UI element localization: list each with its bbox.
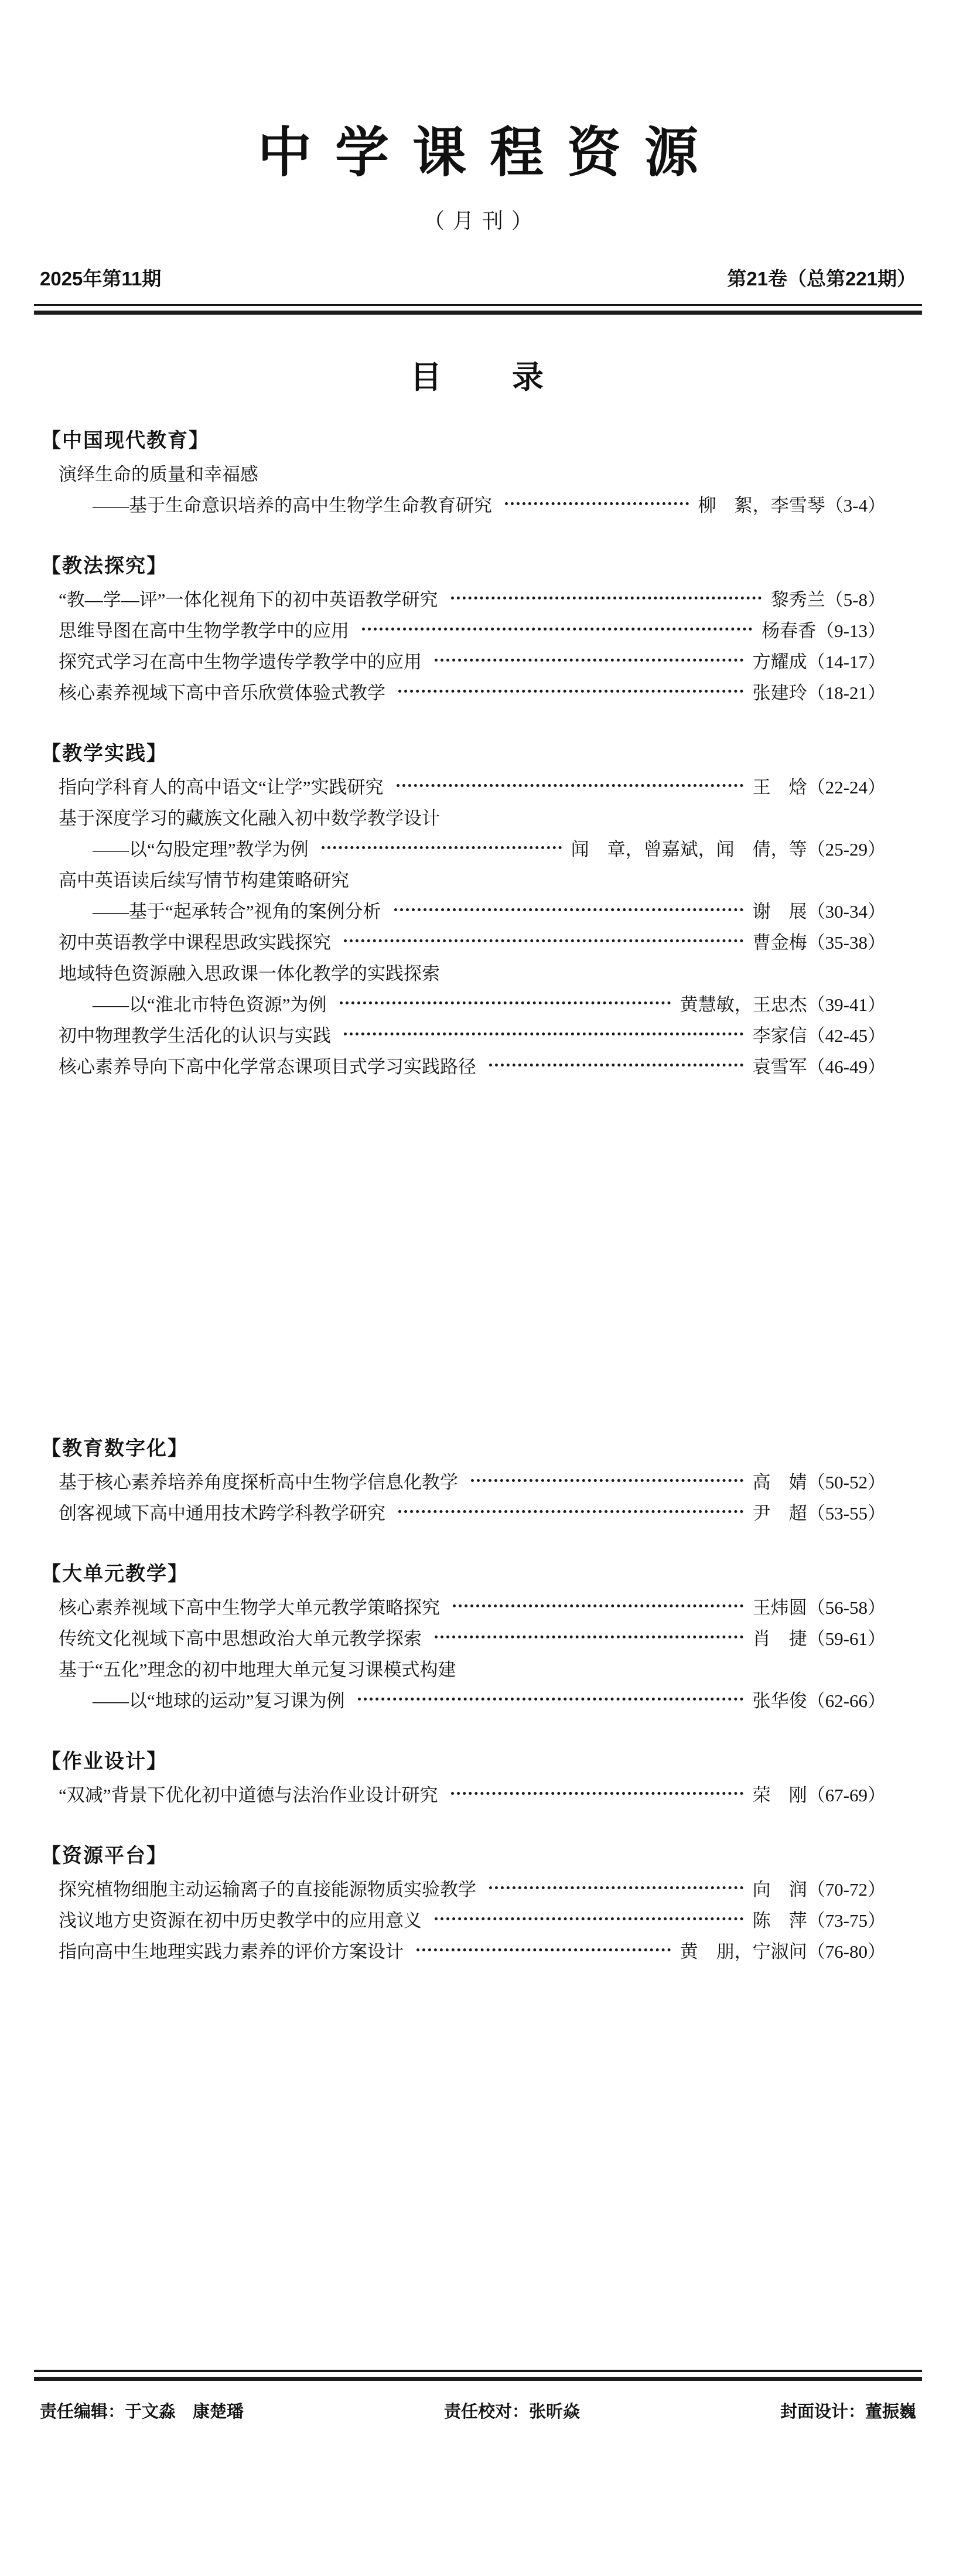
entry-authors: 尹 超 [752,1502,807,1524]
entry-title: “双减”背景下优化初中道德与法治作业设计研究 [59,1784,438,1805]
entry-pages: （70-72） [807,1879,886,1900]
header-rule-thin [34,304,922,306]
dot-leader [453,1604,743,1607]
toc-entry [41,488,886,519]
entry-title: 基于核心素养培养角度探析高中生物学信息化教学 [59,1471,458,1493]
toc-entry [41,1018,886,1050]
toc-section [41,737,886,1081]
toc-entry [41,1496,886,1527]
entry-title: “教—学—评”一体化视角下的初中英语教学研究 [59,589,438,610]
entry-pages: （39-41） [807,994,886,1015]
entry-authors: 谢 展 [752,901,807,922]
entry-title: 传统文化视域下高中思想政治大单元教学探索 [59,1628,422,1649]
entry-authors: 陈 萍 [752,1910,807,1931]
volume-number: 第21卷（总第221期） [727,267,916,289]
entry-authors: 杨春香 [762,620,817,641]
entry-pages: （22-24） [807,776,886,798]
proofreader-credit: 责任校对：张昕焱 [443,2402,580,2421]
entry-authors: 黎秀兰 [770,589,825,610]
section-heading: 【大单元教学】 [41,1562,189,1585]
entry-authors: 王 焓 [752,776,807,798]
entry-authors: 方耀成 [752,651,807,672]
entry-authors: 向 润 [752,1879,807,1900]
toc-entry [41,1684,886,1715]
journal-title: 中学课程资源 [257,121,722,184]
header-rule-thick [34,311,922,315]
entry-title: 探究式学习在高中生物学遗传学教学中的应用 [59,651,422,672]
entry-authors: 王炜圆 [752,1597,807,1618]
entry-title: 演绎生命的质量和幸福感 [59,464,258,485]
entry-authors: 黄 朋，宁淑问 [680,1941,807,1962]
toc-entry-titleline [41,863,886,894]
entry-subtitle: ——基于生命意识培养的高中生物学生命教育研究 [93,495,492,516]
toc-list [41,424,886,1965]
entry-title: 初中物理教学生活化的认识与实践 [59,1025,331,1046]
dot-leader [451,1792,743,1795]
masthead [0,0,956,234]
dot-leader [394,908,743,911]
entry-pages: （67-69） [807,1784,886,1805]
toc-section [41,1432,886,1527]
entry-pages: （25-29） [807,839,886,860]
dot-leader [344,1033,743,1035]
toc-entry [41,925,886,956]
section-heading: 【教学实践】 [41,742,168,765]
entry-subtitle: ——基于“起承转合”视角的案例分析 [93,901,381,922]
entry-pages: （46-49） [807,1056,886,1077]
entry-title: 高中英语读后续写情节构建策略研究 [59,870,349,891]
toc-entry [41,832,886,863]
toc-section [41,1745,886,1809]
toc-entry [41,1872,886,1903]
section-heading: 【作业设计】 [41,1750,168,1773]
entry-authors: 高 婧 [752,1471,807,1493]
section-heading: 【资源平台】 [41,1844,168,1867]
editor-credit: 责任编辑：于文淼 康楚璠 [40,2402,244,2421]
footer-rule-thin [34,2370,922,2372]
entry-authors: 闻 章，曾嘉斌，闻 倩，等 [571,839,807,860]
footer-rule-thick [34,2377,922,2381]
entry-title: 核心素养视域下高中生物学大单元教学策略探究 [59,1597,440,1618]
entry-pages: （18-21） [807,682,886,703]
toc-entry [41,1590,886,1621]
dot-leader [322,846,562,849]
entry-authors: 曹金梅 [752,932,807,953]
toc-entry [41,1778,886,1809]
toc-section [41,1839,886,1965]
toc-entry [41,1465,886,1496]
toc-entry [41,614,886,645]
entry-subtitle: ——以“勾股定理”教学为例 [93,839,309,860]
entry-title: 指向学科育人的高中语文“让学”实践研究 [59,776,384,798]
entry-pages: （73-75） [807,1910,886,1931]
footer-divider [34,2370,922,2381]
dot-leader [344,939,743,942]
entry-pages: （62-66） [807,1690,886,1711]
entry-pages: （53-55） [807,1502,886,1524]
dot-leader [451,597,762,599]
entry-pages: （76-80） [807,1941,886,1962]
entry-pages: （35-38） [807,932,886,953]
entry-subtitle: ——以“淮北市特色资源”为例 [93,994,327,1015]
entry-pages: （3-4） [825,495,886,516]
issue-number: 2025年第11期 [40,267,162,289]
toc-entry [41,1903,886,1934]
dot-leader [489,1064,743,1066]
entry-pages: （5-8） [825,589,886,610]
toc-entry [41,645,886,676]
cover-design-credit: 封面设计：董振巍 [780,2402,916,2421]
dot-leader [340,1001,671,1004]
section-heading: 【教育数字化】 [41,1437,189,1460]
toc-entry-titleline [41,1652,886,1684]
entry-pages: （42-45） [807,1025,886,1046]
dot-leader [435,1917,743,1920]
toc-entry-titleline [41,801,886,832]
dot-leader [416,1948,671,1951]
entry-subtitle: ——以“地球的运动”复习课为例 [93,1690,345,1711]
entry-authors: 柳 絮，李雪琴 [698,495,825,516]
entry-authors: 荣 刚 [752,1784,807,1805]
entry-pages: （50-52） [807,1471,886,1493]
entry-authors: 袁雪军 [752,1056,807,1077]
dot-leader [398,1510,743,1513]
entry-pages: （56-58） [807,1597,886,1618]
entry-authors: 张建玲 [752,682,807,703]
entry-title: 指向高中生地理实践力素养的评价方案设计 [59,1941,404,1962]
footer-credits [34,2398,922,2422]
dot-leader [505,502,689,505]
entry-title: 核心素养视域下高中音乐欣赏体验式教学 [59,682,385,703]
dot-leader [362,628,752,631]
header-divider [34,304,922,315]
toc-entry [41,676,886,707]
section-heading: 【教法探究】 [41,554,168,577]
dot-leader [358,1698,743,1701]
entry-title: 初中英语教学中课程思政实践探究 [59,932,331,953]
toc-section [41,550,886,707]
issue-row [34,264,922,291]
toc-entry-titleline [41,457,886,488]
entry-title: 地域特色资源融入思政课一体化教学的实践探索 [59,963,440,984]
dot-leader [435,1635,743,1638]
entry-title: 思维导图在高中生物学教学中的应用 [59,620,349,641]
entry-title: 创客视域下高中通用技术跨学科教学研究 [59,1502,385,1524]
toc-entry-titleline [41,956,886,987]
dot-leader [398,690,743,693]
toc-entry [41,582,886,614]
toc-entry [41,1934,886,1965]
dot-leader [435,659,743,662]
entry-title: 探究植物细胞主动运输离子的直接能源物质实验教学 [59,1879,476,1900]
toc-entry [41,770,886,801]
entry-pages: （14-17） [807,651,886,672]
entry-pages: （59-61） [807,1628,886,1649]
entry-title: 浅议地方史资源在初中历史教学中的应用意义 [59,1910,422,1931]
toc-entry [41,1050,886,1081]
toc-title: 目 录 [410,359,546,395]
entry-authors: 肖 捷 [752,1628,807,1649]
toc-entry [41,894,886,925]
entry-title: 核心素养导向下高中化学常态课项目式学习实践路径 [59,1056,476,1077]
entry-title: 基于深度学习的藏族文化融入初中数学教学设计 [59,807,440,829]
dot-leader [397,784,743,787]
toc-entry [41,987,886,1018]
entry-authors: 黄慧敏，王忠杰 [680,994,807,1015]
toc-section [41,1558,886,1715]
dot-leader [471,1479,743,1482]
entry-title: 基于“五化”理念的初中地理大单元复习课模式构建 [59,1659,456,1680]
dot-leader [489,1886,743,1889]
entry-pages: （9-13） [816,620,886,641]
section-heading: 【中国现代教育】 [41,429,210,452]
entry-pages: （30-34） [807,901,886,922]
journal-subtitle: （月刊） [423,208,541,233]
entry-authors: 张华俊 [752,1690,807,1711]
entry-authors: 李家信 [752,1025,807,1046]
toc-entry [41,1621,886,1652]
toc-section [41,424,886,519]
